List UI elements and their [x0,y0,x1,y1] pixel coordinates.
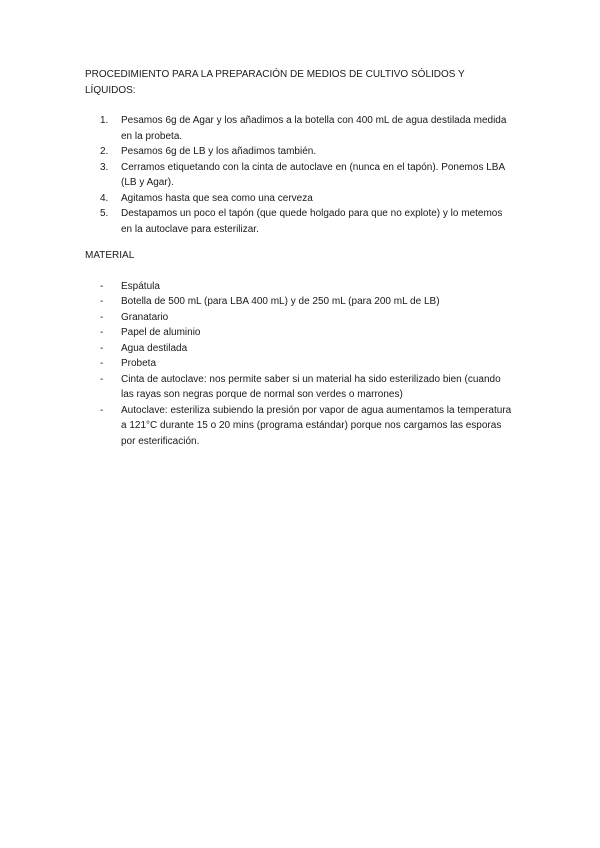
material-text: Agua destilada [121,342,188,354]
bullet-dash: - [100,358,104,369]
material-text: Papel de aluminio [121,327,201,338]
step-number: 5. [100,208,109,219]
material-heading: MATERIAL [85,250,135,261]
material-text: Granatario [121,311,169,323]
step-number: 2. [100,146,109,157]
material-text: Espátula [121,280,160,292]
material-text: Probeta [121,358,157,369]
procedure-list [85,113,516,237]
material-item [85,310,516,326]
step-text: Destapamos un poco el tapón (que quede holgado para que no explote) y lo metemos en la autoclave para esterilizar. [121,208,503,235]
step-number: 4. [100,192,109,204]
procedure-step [85,144,516,160]
procedure-step [85,191,516,207]
material-item [85,356,516,372]
bullet-dash: - [100,280,104,292]
step-text: Agitamos hasta que sea como una cerveza [121,192,313,204]
material-item [85,325,516,341]
material-text: Botella de 500 mL (para LBA 400 mL) y de 250 mL (para 200 mL de LB) [121,296,440,307]
procedure-step [85,160,516,191]
bullet-dash: - [100,327,104,338]
step-number: 1. [100,115,109,126]
step-text: Pesamos 6g de Agar y los añadimos a la botella con 400 mL de agua destilada medida en la probeta. [121,115,507,142]
material-item [85,372,516,403]
step-text: Pesamos 6g de LB y los añadimos también. [121,146,317,157]
procedure-step [85,206,516,237]
procedure-step [85,113,516,144]
material-text: Cinta de autoclave: nos permite saber si un material ha sido esterilizado bien (cuando las rayas son negras porque de normal son verdes o marrones) [121,373,501,400]
bullet-dash: - [100,311,104,323]
material-item [85,279,516,295]
bullet-dash: - [100,373,104,385]
step-number: 3. [100,161,109,173]
bullet-dash: - [100,342,104,354]
material-text: Autoclave: esteriliza subiendo la presión por vapor de agua aumentamos la temperatura a 121°C durante 15 o 20 mins (programa estándar) porque nos cargamos las esporas por esterificación. [121,404,512,447]
material-item [85,403,516,450]
material-item [85,341,516,357]
material-list [85,279,516,450]
step-text: Cerramos etiquetando con la cinta de autoclave en (nunca en el tapón). Ponemos LBA (LB y Agar). [121,161,505,188]
material-item [85,294,516,310]
bullet-dash: - [100,404,104,416]
bullet-dash: - [100,296,104,307]
document-title: PROCEDIMIENTO PARA LA PREPARACIÓN DE MEDIOS DE CULTIVO SÓLIDOS Y LÍQUIDOS: [85,69,465,96]
